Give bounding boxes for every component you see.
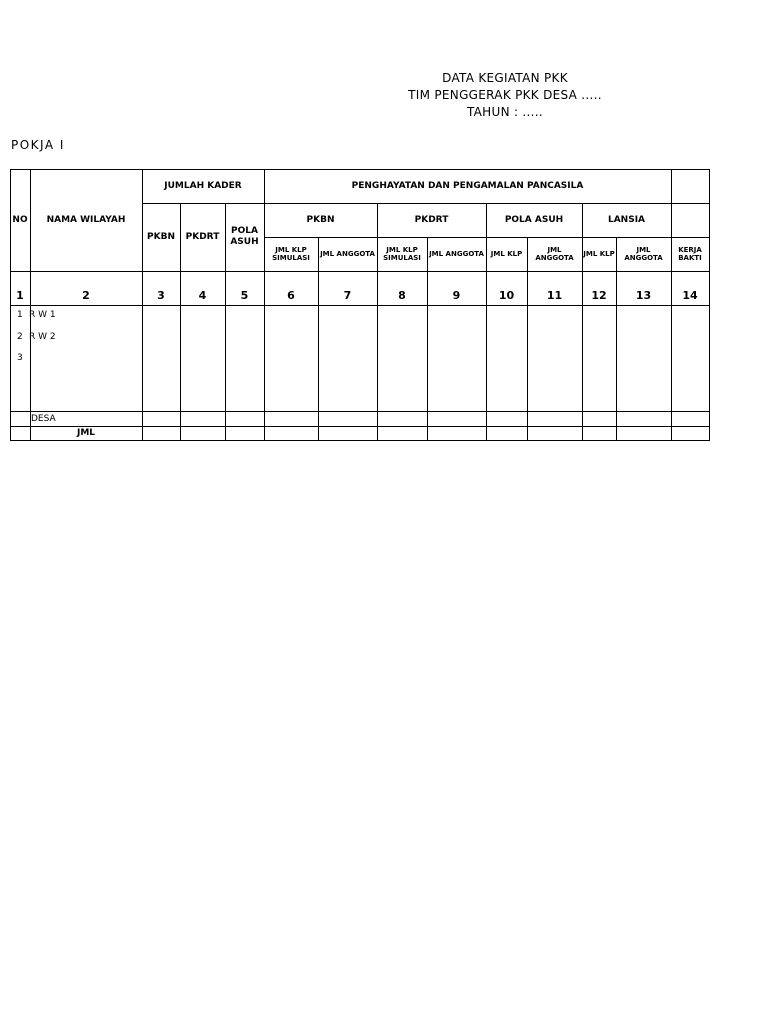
col-number: 10 — [498, 289, 515, 302]
col-number: 1 — [16, 289, 24, 302]
group-lansia: LANSIA — [607, 214, 646, 225]
desa-label: DESA — [31, 414, 56, 424]
sub-pola-asuh-jml-anggota: JML ANGGOTA — [535, 246, 574, 262]
header-kader-pkbn: PKBN — [147, 231, 175, 242]
table-border-right — [709, 169, 710, 441]
table-line-v13 — [671, 169, 672, 441]
col-number: 13 — [635, 289, 652, 302]
row-number: 1 — [17, 310, 23, 320]
col-number: 6 — [287, 289, 295, 302]
col-number: 7 — [343, 289, 352, 302]
group-pola-asuh: POLA ASUH — [504, 214, 564, 225]
header-penghayatan: PENGHAYATAN DAN PENGAMALAN PANCASILA — [351, 180, 584, 191]
header-kader-pkdrt: PKDRT — [185, 231, 220, 242]
header-no: NO — [12, 214, 28, 225]
jml-label: JML — [76, 427, 96, 438]
col-number: 2 — [82, 289, 90, 302]
sub-lansia-jml-anggota: JML ANGGOTA — [624, 246, 663, 262]
group-pkbn: PKBN — [306, 214, 335, 225]
table-line-h4 — [10, 305, 710, 306]
title-line-2: TIM PENGGERAK PKK DESA ..... — [408, 88, 602, 102]
data-table — [10, 169, 710, 441]
section-label: POKJA I — [11, 138, 65, 152]
col-number: 9 — [452, 289, 461, 302]
table-line-h3 — [10, 271, 710, 272]
report-title — [350, 70, 660, 121]
col-number: 5 — [240, 289, 249, 302]
sub-lansia-jml-klp: JML KLP — [583, 250, 615, 258]
title-line-1: DATA KEGIATAN PKK — [442, 71, 568, 85]
title-line-3: TAHUN : ..... — [466, 105, 544, 119]
table-line-h5 — [10, 411, 710, 412]
col-number: 8 — [398, 289, 406, 302]
group-pkdrt: PKDRT — [414, 214, 449, 225]
col-number: 3 — [157, 289, 165, 302]
sub-pkbn-jml-klp-simulasi: JML KLP SIMULASI — [272, 246, 310, 262]
sub-pkdrt-jml-klp-simulasi: JML KLP SIMULASI — [383, 246, 421, 262]
sub-pkdrt-jml-anggota: JML ANGGOTA — [429, 250, 484, 258]
sub-pkbn-jml-anggota: JML ANGGOTA — [320, 250, 375, 258]
col-number: 4 — [198, 289, 207, 302]
col-number: 12 — [591, 289, 607, 302]
row-name: R W 1 — [29, 310, 56, 320]
row-name: R W 2 — [29, 332, 56, 342]
header-kader-pola-asuh: POLA ASUH — [230, 226, 259, 247]
sub-kerja-bakti: KERJA BAKTI — [678, 246, 702, 262]
header-nama-wilayah: NAMA WILAYAH — [46, 214, 126, 225]
sub-pola-asuh-jml-klp: JML KLP — [490, 250, 523, 258]
row-number: 3 — [17, 353, 23, 363]
col-number: 14 — [682, 289, 698, 302]
row-number: 2 — [17, 332, 23, 342]
col-number: 11 — [546, 289, 563, 302]
header-jumlah-kader: JUMLAH KADER — [164, 180, 242, 191]
table-border-bottom — [10, 440, 710, 441]
